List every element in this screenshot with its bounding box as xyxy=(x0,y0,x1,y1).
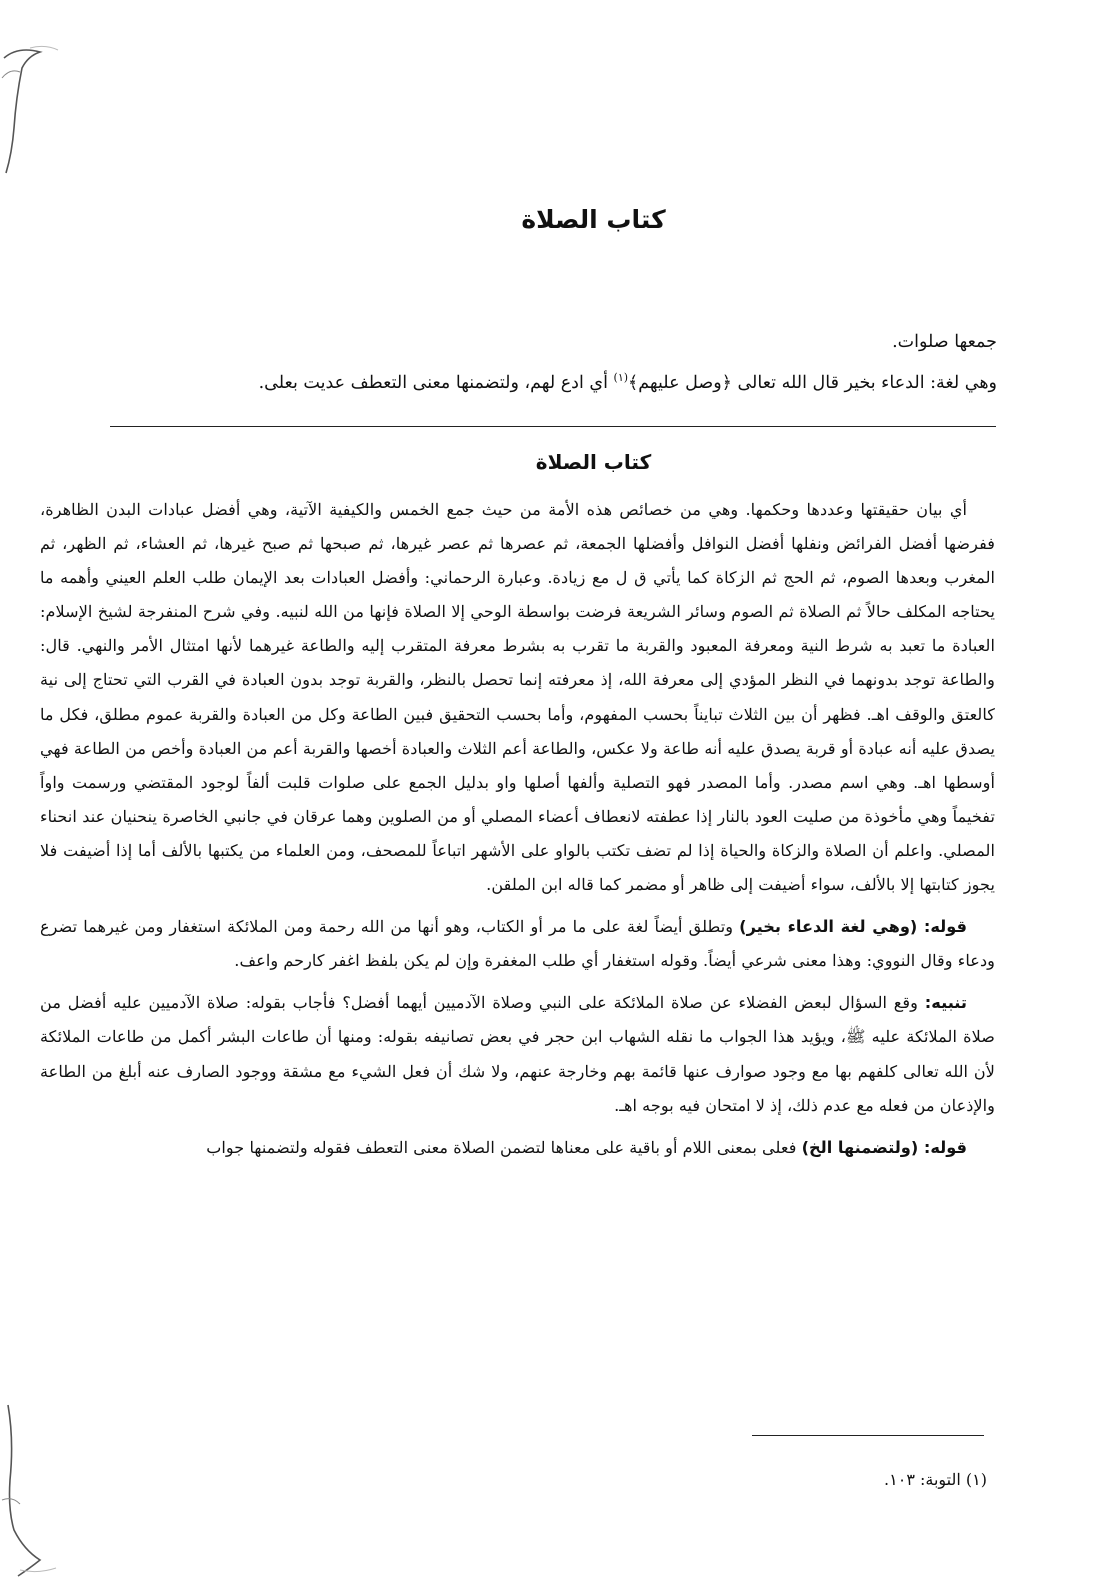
sharh-paragraph-3-text: وقع السؤال لبعض الفضلاء عن صلاة الملائكة على النبي وصلاة الآدميين أيهما أفضل؟ فأجاب بقوله: صلاة الآدميين عليه أفضل من صلاة الملائكة عليه ﷺ، ويؤيد هذا الجواب ما نقله الشهاب ابن حجر في بعض تصانيفه بقوله: ومنها أن طاعات البشر أكمل من طاعات الملائكة لأن الله تعالى كلفهم بها مع وجود صوارف عنها قائمة بهم وخارجة عنهم، ولا شك أن فعل الشيء مع مشقة ووجود الصارف عنه أبلغ من الطاعة والإذعان من فعله مع عدم ذلك، إذ لا امتحان فيه بوجه اهـ. xyxy=(40,993,995,1115)
binding-edge-decoration-bottom xyxy=(0,1400,60,1580)
sharh-paragraph-1 xyxy=(40,493,995,902)
matn-line-2-start: وهي لغة: الدعاء بخير قال الله تعالى xyxy=(731,372,997,393)
sharh-paragraph-2-keyword: قوله: (وهي لغة الدعاء بخير) xyxy=(739,917,967,937)
sharh-paragraph-3 xyxy=(40,986,995,1122)
quran-verse: ﴿وصل عليهم﴾ xyxy=(628,372,732,393)
matn-line-2-end: أي ادع لهم، ولتضمنها معنى التعطف عديت بعلى. xyxy=(258,372,614,393)
matn-line-2 xyxy=(110,360,997,401)
footnote-divider xyxy=(752,1435,984,1436)
sharh-paragraph-4 xyxy=(40,1131,995,1165)
sharh-paragraph-2-text: وتطلق أيضاً لغة على ما مر أو الكتاب، وهو أنها من الله رحمة ومن الملائكة استغفار ومن غيرهما تضرع ودعاء وقال النووي: وهذا معنى شرعي أيضاً. وقوله استغفار أي طلب المغفرة وإن لم يكن بلفظ اغفر كارحم واعف. xyxy=(40,917,995,971)
sharh-paragraph-2 xyxy=(40,910,995,978)
sharh-text-block xyxy=(40,493,995,1173)
matn-line-1: جمعها صلوات. xyxy=(892,332,997,352)
sharh-paragraph-4-keyword: قوله: (ولتضمنها الخ) xyxy=(801,1137,967,1157)
matn-sharh-divider xyxy=(110,426,996,427)
sharh-paragraph-3-keyword: تنبيه: xyxy=(924,993,967,1013)
footnote-reference: (١) xyxy=(613,371,629,384)
sharh-title: كتاب الصلاة xyxy=(535,450,652,474)
binding-edge-decoration-top xyxy=(0,38,60,178)
footnote: (١) التوبة: ١٠٣. xyxy=(884,1470,987,1489)
sharh-paragraph-1-text: أي بيان حقيقتها وعددها وحكمها. وهي من خصائص هذه الأمة من حيث جمع الخمس والكيفية الآتية، وهي أفضل عبادات البدن الظاهرة، ففرضها أفضل الفرائض ونفلها أفضل النوافل وأفضلها الجمعة، ثم عصرها ثم عصر غيرها، ثم صبحها ثم صبح غيرها، ثم العشاء، ثم الظهر، ثم المغرب وبعدها الصوم، ثم الحج ثم الزكاة كما يأتي ق ل مع زيادة. وعبارة الرحماني: وأفضل العبادات بعد الإيمان طلب العلم العيني وأهمه ما يحتاجه المكلف حالاً ثم الصلاة ثم الصوم وسائر الشريعة فرضت بواسطة الوحي إلا الصلاة فإنها من الله لنبيه. وفي شرح المنفرجة لشيخ الإسلام: العبادة ما تعبد به شرط النية ومعرفة المعبود والقربة ما تقرب به بشرط معرفة المتقرب إليه والطاعة غيرهما لأنها امتثال الأمر والنهي. قال: والطاعة توجد بدونهما في النظر المؤدي إلى معرفة الله، إذ معرفته إنما تحصل بالنظر، والقربة توجد بدون العبادة في القرب التي تحتاج إلى نية كالعتق والوقف اهـ. فظهر أن بين الثلاث تبايناً بحسب المفهوم، وأما بحسب التحقيق فبين الطاعة وكل من العبادة والقربة عموم مطلق، فكل ما يصدق عليه أنه عبادة أو قربة يصدق عليه أنه طاعة ولا عكس، والطاعة أعم الثلاث والعبادة أخصها والقربة أعم من العبادة وأخص من الطاعة فهي أوسطها اهـ. وهي اسم مصدر. وأما المصدر فهو التصلية وألفها أصلها واو بدليل الجمع على صلوات قلبت ألفاً لوجود المقتضي ورسمت واواً تفخيماً وهي مأخوذة من صليت العود بالنار إذا عطفته لانعطاف أعضاء المصلي أو من الصلوين وهما عرقان في جانبي الخاصرة ينحنيان عند انحناء المصلي. واعلم أن الصلاة والزكاة والحياة إذا لم تضف تكتب بالواو على الأشهر اتباعاً للمصحف، ومن العلماء من يكتبها بالألف أما إذا أضيفت فلا يجوز كتابتها إلا بالألف، سواء أضيفت إلى ظاهر أو مضمر كما قاله ابن الملقن. xyxy=(40,500,995,895)
sharh-paragraph-4-text: فعلى بمعنى اللام أو باقية على معناها لتضمن الصلاة معنى التعطف فقوله ولتضمنها جواب xyxy=(206,1137,802,1157)
matn-text-block xyxy=(110,325,997,401)
page-title: كتاب الصلاة xyxy=(521,205,666,234)
